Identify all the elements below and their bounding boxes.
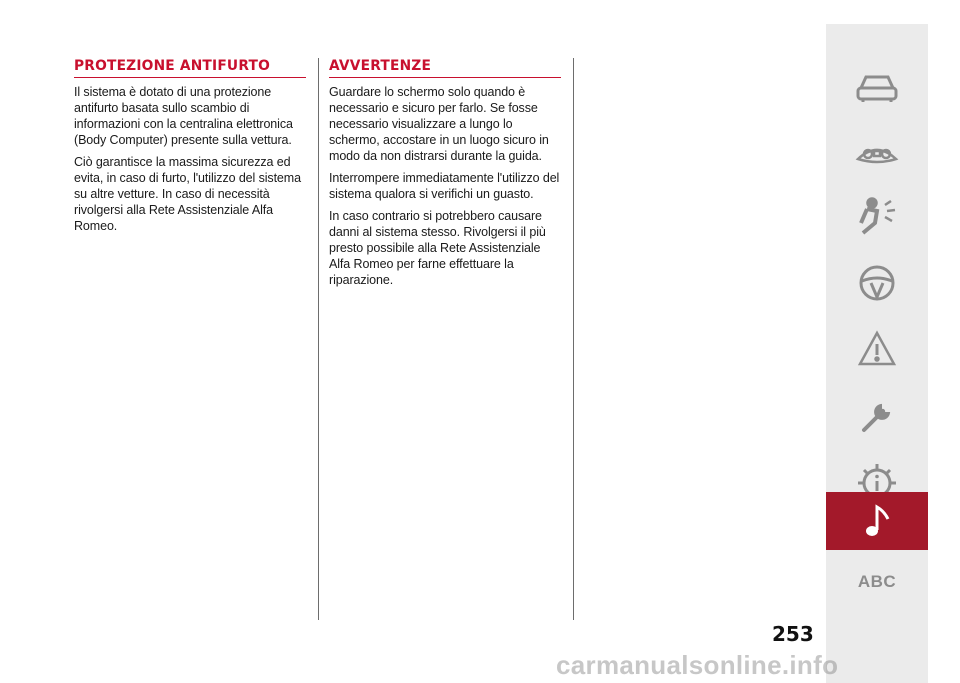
car-icon[interactable] (826, 60, 928, 118)
middle-column (329, 58, 561, 294)
watermark: carmanualsonline.info (556, 650, 839, 680)
seatbelt-airbag-icon[interactable] (826, 188, 928, 246)
abc-index-label[interactable]: ABC (857, 572, 897, 591)
section-heading-antitheft: PROTEZIONE ANTIFURTO (74, 58, 270, 74)
column-divider (573, 58, 574, 620)
paragraph: Guardare lo schermo solo quando è necessario e sicuro per farlo. Se fosse necessario visualizzare a lungo lo schermo, accostare in un luogo sicuro in modo da non distrarsi durante la guida. (329, 85, 549, 163)
wrench-icon[interactable] (826, 388, 928, 446)
paragraph: In caso contrario si potrebbero causare danni al sistema stesso. Rivolgersi il più presto possibile alla Rete Assistenziale Alfa Romeo per farne effettuare la riparazione. (329, 209, 546, 287)
paragraph: Interrompere immediatamente l'utilizzo del sistema qualora si verifichi un guasto. (329, 171, 560, 201)
instrument-panel-icon[interactable] (826, 124, 928, 182)
music-note-icon[interactable] (826, 492, 928, 550)
section-heading-warnings: AVVERTENZE (329, 58, 432, 74)
page-number: 253 (772, 622, 814, 646)
left-column (74, 58, 306, 240)
chapter-sidebar (826, 24, 928, 683)
paragraph: Il sistema è dotato di una protezione antifurto basata sullo scambio di informazioni con la centralina elettronica (Body Computer) presente sulla vettura. (74, 85, 293, 147)
warning-triangle-icon[interactable] (826, 320, 928, 378)
steering-wheel-icon[interactable] (826, 254, 928, 312)
column-divider (318, 58, 319, 620)
paragraph: Ciò garantisce la massima sicurezza ed evita, in caso di furto, l'utilizzo del sistema su altre vetture. In caso di necessità rivolgersi alla Rete Assistenziale Alfa Romeo. (74, 155, 301, 233)
